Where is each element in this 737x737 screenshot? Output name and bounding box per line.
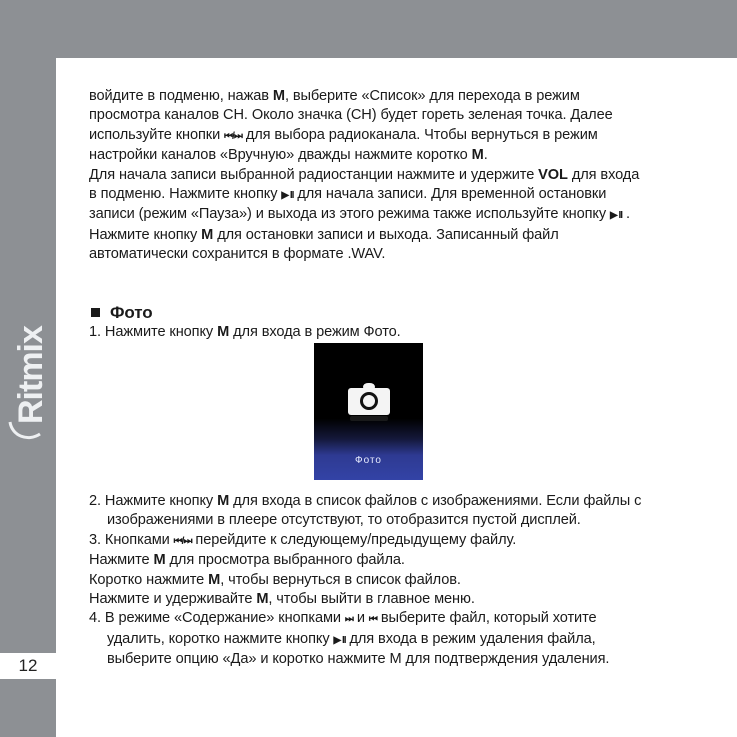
prev-icon: ⏮	[368, 614, 377, 626]
prev-next-icon: ⏮/⏭	[173, 535, 192, 547]
ritmix-logo	[2, 300, 54, 440]
top-gray-band	[0, 0, 737, 58]
step-line: изображениями в плеере отсутствуют, то отобразится пустой дисплей.	[107, 512, 581, 529]
intro-line: записи (режим «Пауза») и выхода из этого режима также используйте кнопку ▶ II .	[89, 206, 630, 223]
prev-next-icon: ⏮/⏭	[224, 130, 242, 142]
intro-line: настройки каналов «Вручную» дважды нажмите коротко M.	[89, 147, 488, 164]
intro-line: Для начала записи выбранной радиостанции нажмите и удержите VOL для входа	[89, 166, 640, 183]
next-icon: ⏭	[344, 614, 353, 626]
camera-icon	[348, 383, 390, 423]
step-line: 4. В режиме «Содержание» кнопками ⏭ и ⏮ выберите файл, который хотите	[89, 610, 597, 627]
step-line: 2. Нажмите кнопку M для входа в список файлов с изображениями. Если файлы с	[89, 493, 642, 509]
intro-line: в подменю. Нажмите кнопку ▶ II для начала записи. Для временной остановки	[89, 186, 607, 203]
screenshot-label: Фото	[355, 455, 382, 466]
step-line: удалить, коротко нажмите кнопку ▶ II для входа в режим удаления файла,	[107, 630, 596, 647]
intro-text	[89, 87, 719, 342]
section-heading: Фото	[89, 303, 719, 323]
intro-line: просмотра каналов CH. Около значка (CH) будет гореть зеленая точка. Далее	[89, 107, 613, 124]
step-line: выберите опцию «Да» и коротко нажмите М для подтверждения удаления.	[107, 651, 610, 668]
side-gray-band-lower	[0, 679, 56, 737]
steps-text	[89, 492, 729, 670]
intro-line: автоматически сохранится в формате .WAV.	[89, 246, 386, 263]
intro-line: войдите в подменю, нажав M, выберите «Список» для перехода в режим	[89, 88, 580, 104]
play-pause-icon: ▶ II	[333, 634, 346, 646]
intro-line: Нажмите кнопку M для остановки записи и выхода. Записанный файл	[89, 226, 559, 243]
step-line: 3. Кнопками ⏮/⏭ перейдите к следующему/предыдущему файлу.	[89, 531, 517, 548]
step-line: Нажмите и удерживайте M, чтобы выйти в главное меню.	[89, 591, 475, 608]
page-number: 12	[18, 656, 38, 675]
play-pause-icon: ▶ II	[610, 210, 623, 222]
step-line: Коротко нажмите M, чтобы вернуться в список файлов.	[89, 571, 461, 588]
square-bullet-icon	[91, 308, 100, 317]
step-1: 1. Нажмите кнопку M для входа в режим Фото.	[89, 323, 401, 340]
photo-mode-screenshot	[314, 343, 423, 480]
play-pause-icon: ▶ II	[281, 190, 294, 202]
step-line: Нажмите M для просмотра выбранного файла.	[89, 552, 405, 569]
logo-text: Ritmix	[12, 326, 50, 424]
intro-line: используйте кнопки ⏮/⏭ для выбора радиоканала. Чтобы вернуться в режим	[89, 126, 598, 143]
